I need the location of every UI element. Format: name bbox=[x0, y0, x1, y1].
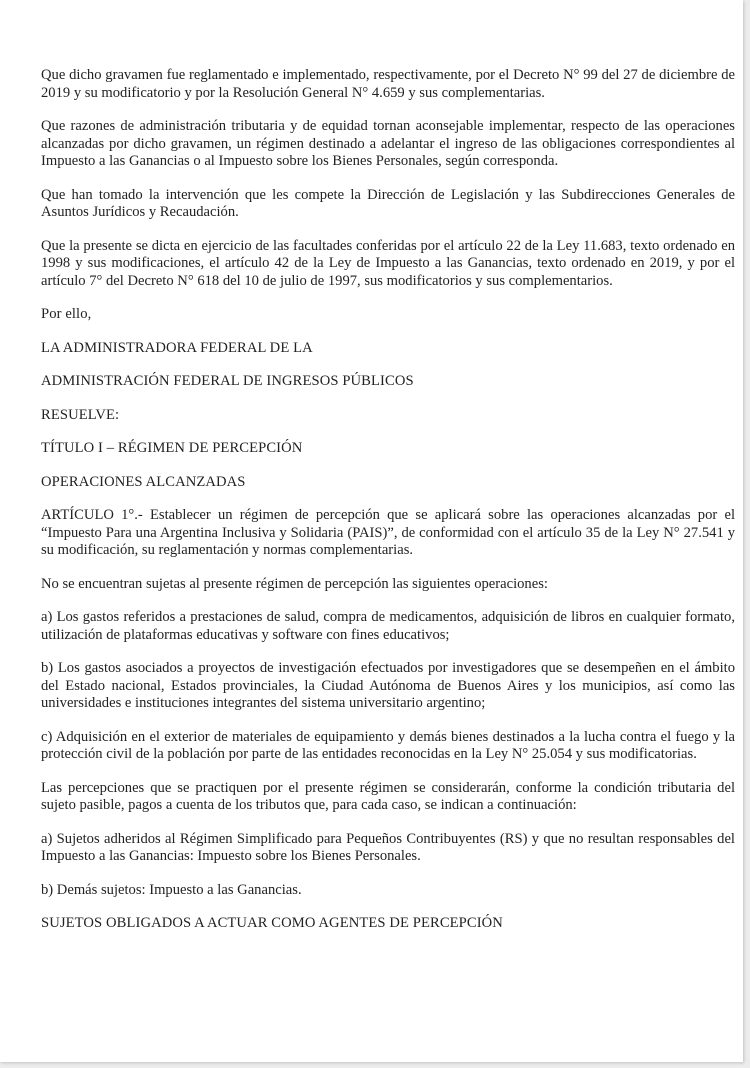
list-item-a-salud: a) Los gastos referidos a prestaciones de salud, compra de medicamentos, adquisición de libros en cualquier formato, utilización de plataformas educativas y software con fines educativos; bbox=[41, 609, 735, 643]
paragraph-decreto: Que dicho gravamen fue reglamentado e implementado, respectivamente, por el Decreto N° 99 del 27 de diciembre de 2019 y su modificatorio y por la Resolución General N° 4.659 y sus complementarias. bbox=[41, 67, 735, 101]
heading-operaciones-alcanzadas: OPERACIONES ALCANZADAS bbox=[41, 473, 246, 490]
heading-afip: ADMINISTRACIÓN FEDERAL DE INGRESOS PÚBLICOS bbox=[41, 373, 414, 389]
heading-agentes-percepcion: SUJETOS OBLIGADOS A ACTUAR COMO AGENTES DE PERCEPCIÓN bbox=[41, 915, 503, 931]
document-body bbox=[41, 67, 735, 949]
paragraph-intervencion: Que han tomado la intervención que les compete la Dirección de Legislación y las Subdirecciones Generales de Asuntos Jurídicos y Recaudación. bbox=[41, 186, 735, 220]
list-item-c-equipamiento: c) Adquisición en el exterior de materiales de equipamiento y demás bienes destinados a la lucha contra el fuego y la protección civil de la población por parte de las entidades reconocidas en la Ley N° 25.054 y sus modificatorias. bbox=[41, 728, 735, 762]
paragraph-pagos-a-cuenta: Las percepciones que se practiquen por el presente régimen se considerarán, conforme la condición tributaria del sujeto pasible, pagos a cuenta de los tributos que, para cada caso, se indican a continuación: bbox=[41, 779, 735, 813]
list-item-b-demas-sujetos: b) Demás sujetos: Impuesto a las Ganancias. bbox=[41, 881, 302, 898]
paragraph-facultades: Que la presente se dicta en ejercicio de las facultades conferidas por el artículo 22 de la Ley 11.683, texto ordenado en 1998 y sus modificaciones, el artículo 42 de la Ley de Impuesto a las Ganancias, texto ordenado en 2019, y por el artículo 7° del Decreto N° 618 del 10 de julio de 1997, sus modificatorios y sus complementarios. bbox=[41, 237, 735, 289]
heading-administradora: LA ADMINISTRADORA FEDERAL DE LA bbox=[41, 339, 313, 356]
paragraph-no-sujetas: No se encuentran sujetas al presente régimen de percepción las siguientes operaciones: bbox=[41, 575, 548, 592]
list-item-b-investigacion: b) Los gastos asociados a proyectos de investigación efectuados por investigadores que se desempeñen en el ámbito del Estado nacional, Estados provinciales, la Ciudad Autónoma de Buenos Aires y los municipios, así como las universidades e instituciones integrantes del sistema universitario argentino; bbox=[41, 660, 735, 711]
paragraph-razones: Que razones de administración tributaria y de equidad tornan aconsejable implementar, respecto de las operaciones alcanzadas por dicho gravamen, un régimen destinado a adelantar el ingreso de las obligaciones correspondientes al Impuesto a las Ganancias o al Impuesto sobre los Bienes Personales, según corresponda. bbox=[41, 118, 735, 169]
list-item-a-monotributo: a) Sujetos adheridos al Régimen Simplificado para Pequeños Contribuyentes (RS) y que no resultan responsables del Impuesto a las Ganancias: Impuesto sobre los Bienes Personales. bbox=[41, 830, 735, 864]
paragraph-por-ello: Por ello, bbox=[41, 306, 92, 322]
heading-resuelve: RESUELVE: bbox=[41, 406, 120, 423]
heading-titulo-1: TÍTULO I – RÉGIMEN DE PERCEPCIÓN bbox=[41, 440, 303, 456]
paragraph-articulo-1: ARTÍCULO 1°.- Establecer un régimen de percepción que se aplicará sobre las operaciones alcanzadas por el “Impuesto Para una Argentina Inclusiva y Solidaria (PAIS)”, de conformidad con el artículo 35 de la Ley N° 27.541 y su modificación, su reglamentación y normas complementarias. bbox=[41, 507, 735, 558]
